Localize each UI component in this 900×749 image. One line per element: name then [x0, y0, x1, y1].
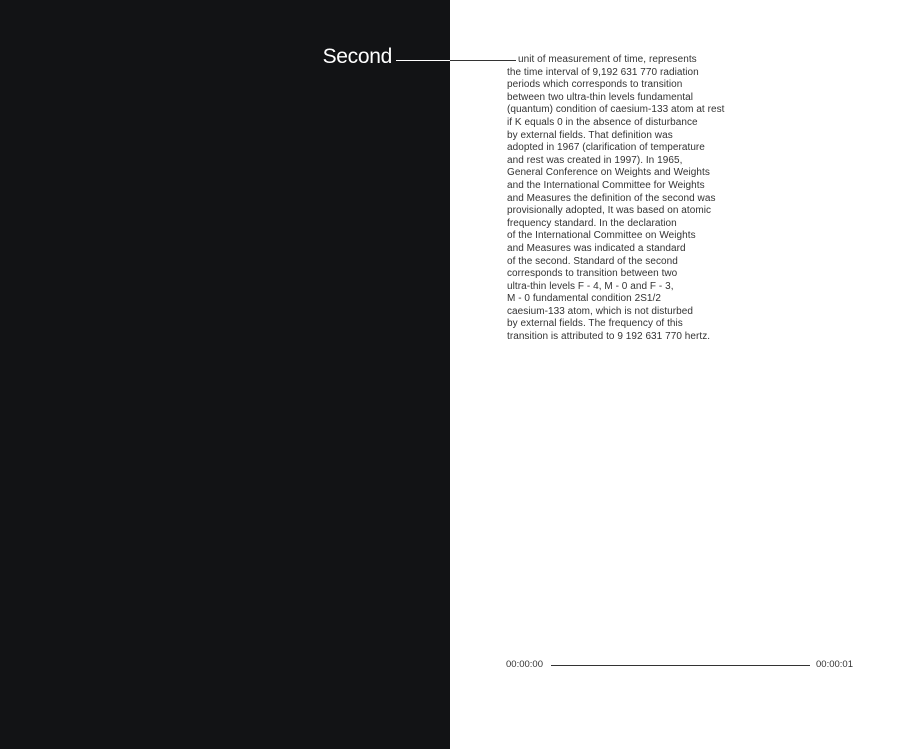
definition-line: and Measures the definition of the second was: [507, 192, 716, 204]
timeline: [0, 658, 900, 672]
timeline-track: [551, 665, 810, 666]
definition-line: of the second. Standard of the second: [507, 255, 678, 267]
definition-line: frequency standard. In the declaration: [507, 217, 677, 229]
definition-line: transition is attributed to 9 192 631 770 hertz.: [507, 331, 711, 343]
definition-line: adopted in 1967 (clarification of temperature: [507, 142, 705, 154]
definition-line: periods which corresponds to transition: [507, 79, 683, 91]
definition-line: M - 0 fundamental condition 2S1/2: [507, 293, 661, 305]
definition-line: (quantum) condition of caesium-133 atom at rest: [507, 104, 725, 116]
definition-line: and the International Committee for Weights: [507, 179, 705, 191]
definition-line: between two ultra-thin levels fundamental: [507, 91, 694, 103]
definition-line: by external fields. That definition was: [507, 129, 673, 141]
definition-line: and Measures was indicated a standard: [507, 242, 686, 254]
definition-line: General Conference on Weights and Weights: [507, 167, 710, 179]
timeline-start-label: 00:00:00: [506, 659, 543, 670]
definition-text: [507, 54, 747, 344]
definition-line: provisionally adopted, It was based on atomic: [507, 205, 712, 217]
page-title: Second: [322, 45, 392, 68]
definition-line: ultra-thin levels F - 4, M - 0 and F - 3,: [507, 280, 674, 292]
definition-line: and rest was created in 1997). In 1965,: [507, 154, 683, 166]
definition-line: the time interval of 9,192 631 770 radiation: [507, 66, 699, 78]
timeline-end-label: 00:00:01: [816, 659, 853, 670]
definition-line: caesium-133 atom, which is not disturbed: [507, 305, 693, 317]
definition-line: if K equals 0 in the absence of disturbance: [507, 116, 698, 128]
definition-line: corresponds to transition between two: [507, 268, 678, 280]
title-connector-line: [396, 60, 450, 61]
definition-line: unit of measurement of time, represents: [518, 54, 697, 65]
definition-line: of the International Committee on Weights: [507, 230, 696, 242]
definition-line: by external fields. The frequency of this: [507, 318, 683, 330]
